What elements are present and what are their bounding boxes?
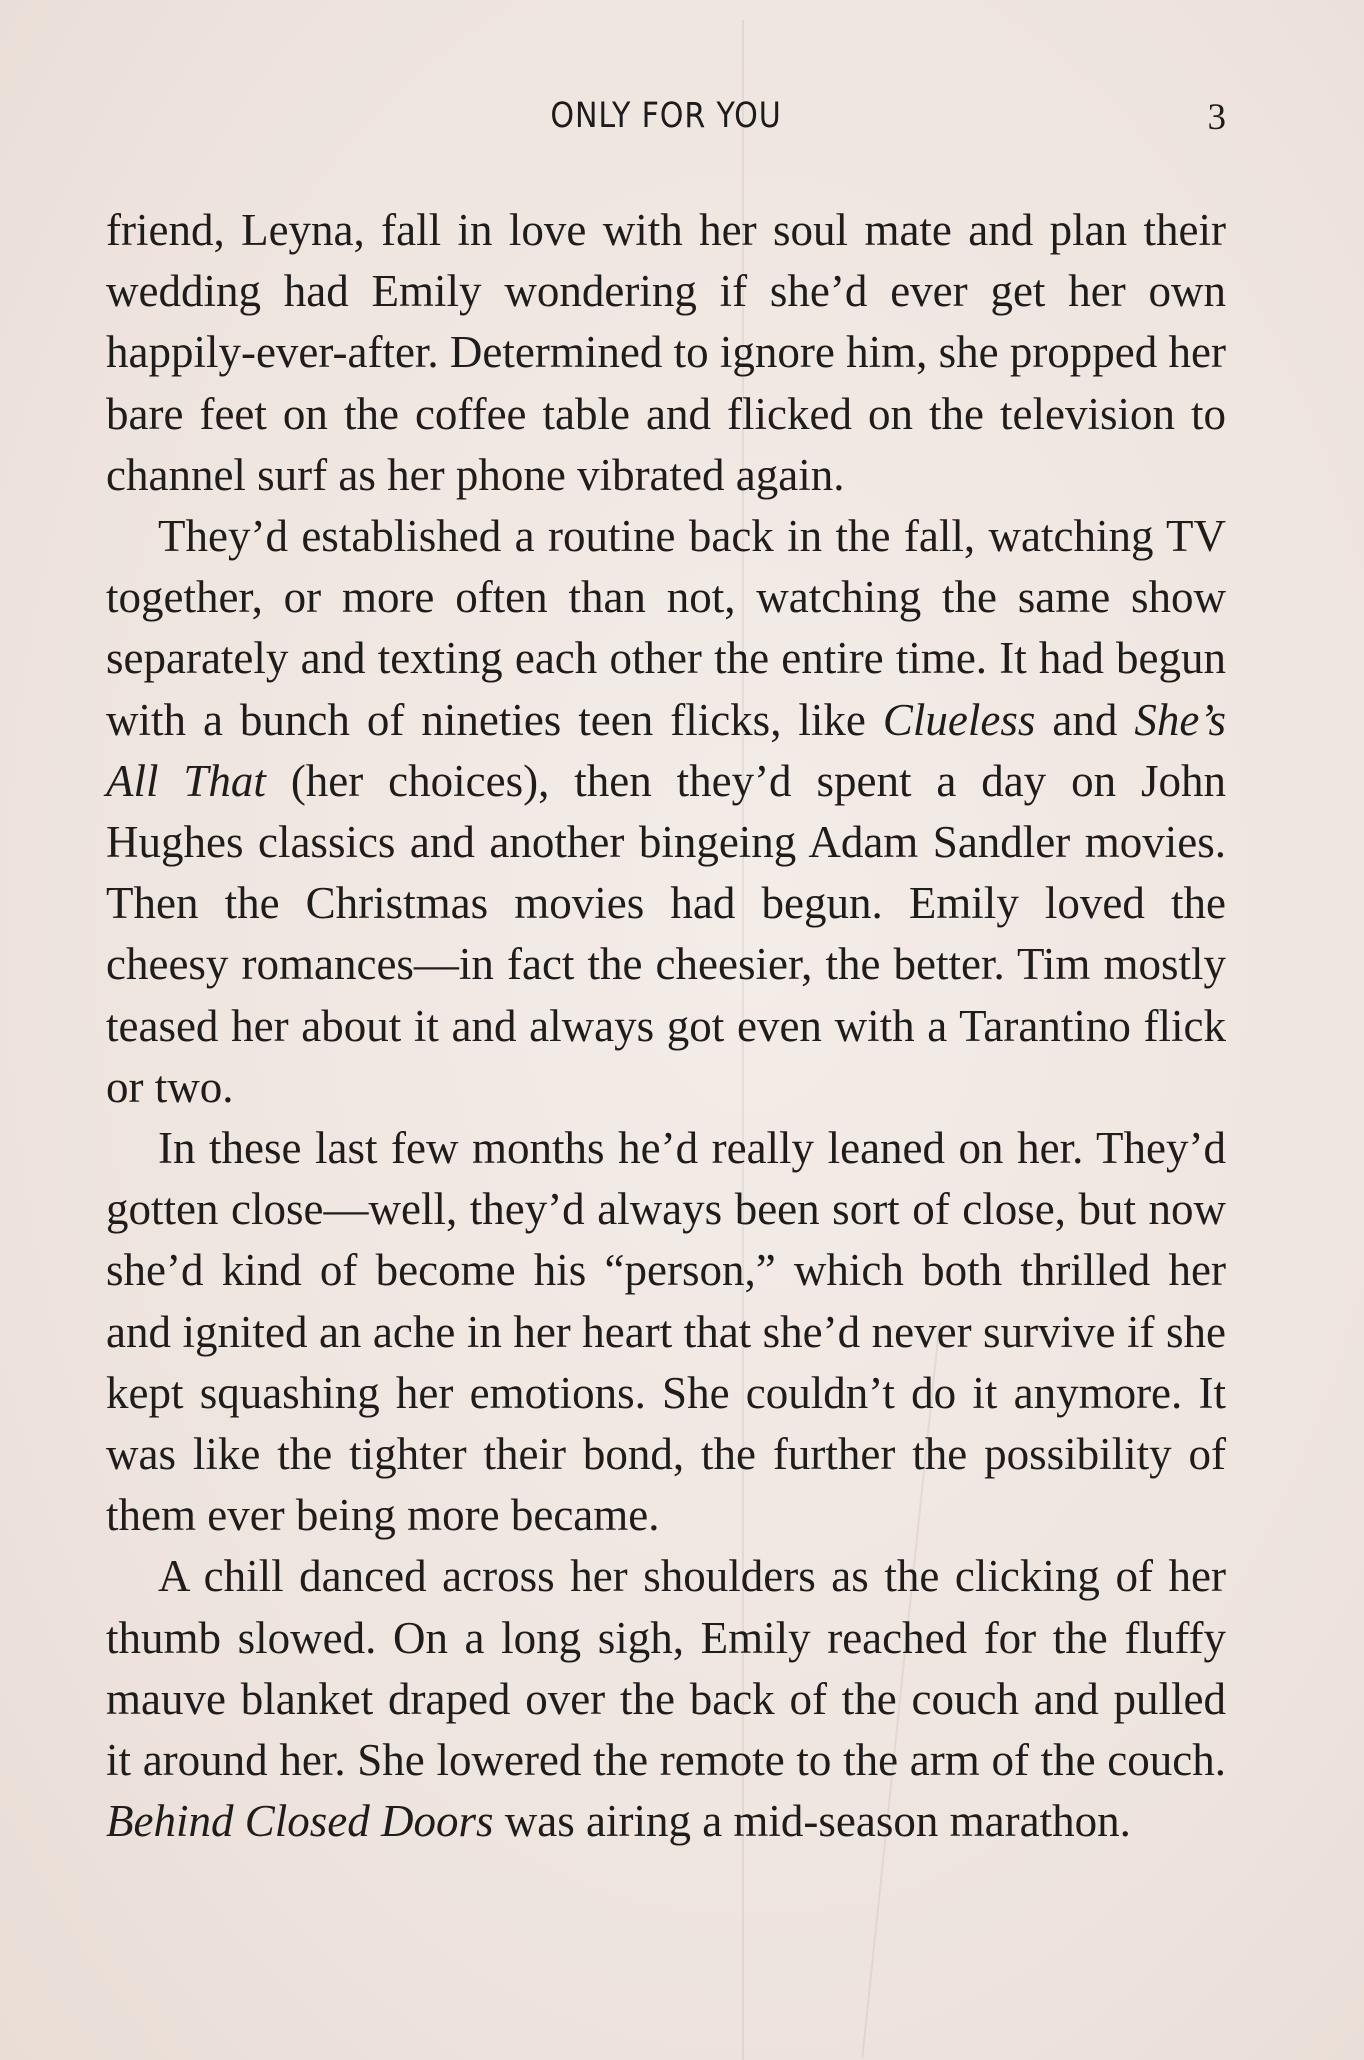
paragraph-text: A chill danced across her shoulders as the clicking of her thumb slowed. On a long sigh, Emily reached for the fluffy mauve blanket draped over the back of the couch and pulled it around her. She lowered the remote to the arm of the couch.	[106, 1551, 1226, 1786]
paragraph	[106, 1546, 1226, 1852]
italic-title: Clueless	[882, 694, 1036, 745]
paragraph-text: In these last few months he’d really leaned on her. They’d gotten close—well, they’d always been sort of close, but now she’d kind of become his “person,” which both thrilled her and ignited an ache in her heart that she’d never survive if she kept squashing her emotions. She couldn’t do it anymore. It was like the tighter their bond, the further the possibility of them ever being more became.	[106, 1123, 1226, 1541]
paragraph-text: friend, Leyna, fall in love with her soul mate and plan their wedding had Emily wondering if she’d ever get her own happily-ever-after. Determined to ignore him, she propped her bare feet on the coffee table and flicked on the television to channel surf as her phone vibrated again.	[106, 205, 1226, 500]
paragraph	[106, 1118, 1226, 1546]
paragraph	[106, 200, 1226, 506]
running-head	[106, 96, 1226, 146]
running-title: ONLY FOR YOU	[550, 96, 782, 136]
paragraph-text: (her choices), then they’d spent a day on John Hughes classics and another bingeing Adam Sandler movies. Then the Christmas movies had begun. Emily loved the cheesy romances—in fact the cheesier, the better. Tim mostly teased her about it and always got even with a Tarantino flick or two.	[106, 755, 1226, 1112]
paragraph-text: and	[1035, 694, 1135, 745]
body-text	[106, 200, 1226, 1852]
paragraph	[106, 506, 1226, 1118]
italic-title: Behind Closed Doors	[106, 1796, 494, 1847]
italic-title: She’s All That	[106, 694, 1226, 806]
paragraph-text: was airing a mid-season marathon.	[493, 1796, 1131, 1847]
paragraph-text: They’d established a routine back in the fall, watching TV together, or more often than not, watching the same show separately and texting each other the entire time. It had begun with a bunch of nineties teen flicks, like	[106, 511, 1226, 745]
page-number: 3	[1207, 97, 1226, 138]
